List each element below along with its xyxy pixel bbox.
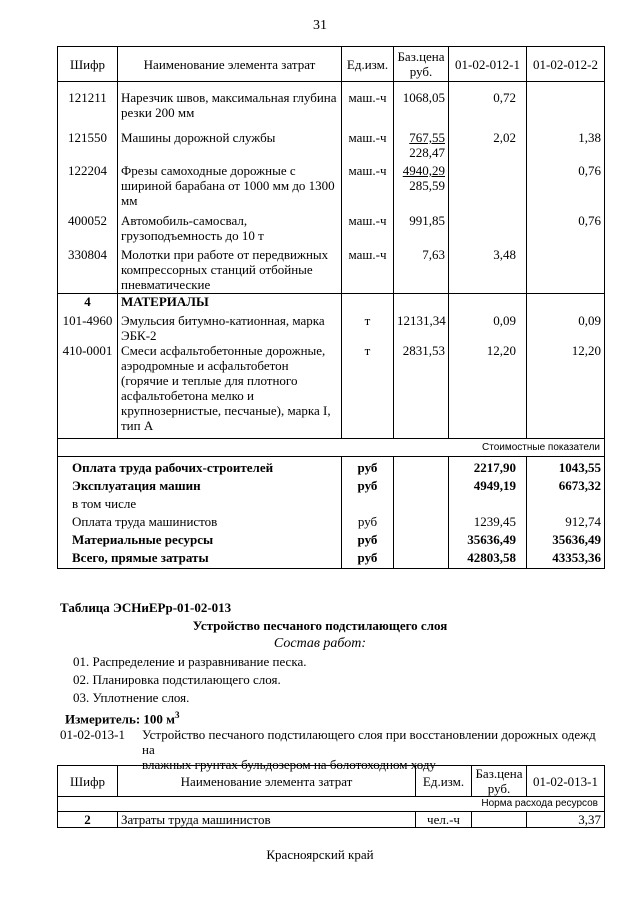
header-name: Наименование элемента затрат xyxy=(118,766,416,797)
row-code: 122204 xyxy=(58,160,118,213)
row-value-1: 3,37 xyxy=(527,812,605,828)
row-value-1 xyxy=(449,160,527,213)
total-row xyxy=(58,478,605,496)
table-row xyxy=(58,213,605,247)
row-value-2: 0,76 xyxy=(527,213,605,247)
total-value-1: 2217,90 xyxy=(449,456,527,478)
row-value-1: 3,48 xyxy=(449,247,527,293)
table-row xyxy=(58,343,605,438)
item-text-line-2: влажных грунтах бульдозером на болотоходном ходу xyxy=(142,757,436,772)
row-value-2: 12,20 xyxy=(527,343,605,438)
total-value-1: 4949,19 xyxy=(449,478,527,496)
header-unit: Ед.изм. xyxy=(416,766,472,797)
row-unit: чел.-ч xyxy=(416,812,472,828)
work-item: 01. Распределение и разравнивание песка. xyxy=(73,654,307,669)
row-code: 121211 xyxy=(58,90,118,130)
row-price xyxy=(472,812,527,828)
section-row xyxy=(58,293,605,311)
price-labor: 228,47 xyxy=(409,145,445,160)
total-row xyxy=(58,496,605,514)
row-value-1: 2,02 xyxy=(449,130,527,160)
measure-sup: 3 xyxy=(175,710,180,720)
table-title: Таблица ЭСНиЕРр-01-02-013 xyxy=(60,600,232,615)
row-price: 2831,53 xyxy=(394,343,449,438)
row-value-2: 0,76 xyxy=(527,160,605,213)
price-base: 767,55 xyxy=(409,130,445,145)
row-name: Затраты труда машинистов xyxy=(118,812,416,828)
table-row xyxy=(58,311,605,343)
row-unit: т xyxy=(342,343,394,438)
spacer-row xyxy=(58,82,605,91)
row-price: 1068,05 xyxy=(394,90,449,130)
work-item: 02. Планировка подстилающего слоя. xyxy=(73,672,281,687)
item-text-line-1: Устройство песчаного подстилающего слоя при восстановлении дорожных одежд на xyxy=(142,727,596,757)
row-name: Фрезы самоходные дорожные с шириной барабана от 1000 мм до 1300 мм xyxy=(118,160,342,213)
total-value-2: 43353,36 xyxy=(527,550,605,569)
header-col-1: 01-02-012-1 xyxy=(449,47,527,82)
total-row xyxy=(58,532,605,550)
row-price xyxy=(394,160,449,213)
row-value-1: 0,09 xyxy=(449,311,527,343)
row-unit: маш.-ч xyxy=(342,213,394,247)
table-row xyxy=(58,160,605,213)
price-labor: 285,59 xyxy=(409,178,445,193)
row-price: 12131,34 xyxy=(394,311,449,343)
measure xyxy=(65,708,180,726)
price-base: 4940,29 xyxy=(402,163,445,178)
total-value-2: 912,74 xyxy=(527,514,605,532)
total-row xyxy=(58,550,605,569)
row-value-1: 0,72 xyxy=(449,90,527,130)
resource-table-01-02-013 xyxy=(57,765,605,828)
row-value-2 xyxy=(527,247,605,293)
row-unit: маш.-ч xyxy=(342,90,394,130)
total-name: в том числе xyxy=(58,496,342,514)
row-code: 121550 xyxy=(58,130,118,160)
table-row xyxy=(58,130,605,160)
row-price xyxy=(394,130,449,160)
row-name: Эмульсия битумно-катионная, марка ЭБК-2 xyxy=(118,311,342,343)
row-code: 410-0001 xyxy=(58,343,118,438)
row-price: 991,85 xyxy=(394,213,449,247)
row-unit: маш.-ч xyxy=(342,160,394,213)
table-row xyxy=(58,247,605,293)
row-name: Автомобиль-самосвал, грузоподъемность до 10 т xyxy=(118,213,342,247)
row-value-2 xyxy=(527,90,605,130)
row-unit: маш.-ч xyxy=(342,130,394,160)
header-code: Шифр xyxy=(58,47,118,82)
total-value-1: 42803,58 xyxy=(449,550,527,569)
total-value-2: 6673,32 xyxy=(527,478,605,496)
row-value-2: 0,09 xyxy=(527,311,605,343)
header-col-2: 01-02-012-2 xyxy=(527,47,605,82)
row-code: 330804 xyxy=(58,247,118,293)
row-code: 2 xyxy=(58,812,118,828)
total-name: Оплата труда рабочих-строителей xyxy=(58,456,342,478)
table-header-row xyxy=(58,766,605,797)
total-unit: руб xyxy=(342,456,394,478)
row-price: 7,63 xyxy=(394,247,449,293)
row-name: Машины дорожной службы xyxy=(118,130,342,160)
total-name: Материальные ресурсы xyxy=(58,532,342,550)
total-unit: руб xyxy=(342,532,394,550)
page-number: 31 xyxy=(313,18,327,33)
table-header-row xyxy=(58,47,605,82)
header-price: Баз.цена руб. xyxy=(394,47,449,82)
row-value-2: 1,38 xyxy=(527,130,605,160)
norma-row xyxy=(58,797,605,812)
section-subtitle: Устройство песчаного подстилающего слоя xyxy=(192,618,448,633)
total-unit: руб xyxy=(342,478,394,496)
header-unit: Ед.изм. xyxy=(342,47,394,82)
total-row xyxy=(58,514,605,532)
table-row xyxy=(58,812,605,828)
total-value-2: 1043,55 xyxy=(527,456,605,478)
total-unit: руб xyxy=(342,550,394,569)
row-unit: т xyxy=(342,311,394,343)
total-value-2: 35636,49 xyxy=(527,532,605,550)
row-value-1 xyxy=(449,213,527,247)
works-title: Состав работ: xyxy=(273,636,367,651)
row-name: Смеси асфальтобетонные дорожные, аэродромные и асфальтобетон (горячие и теплые для плотного асфальтобетона мелко и крупнозернистые, песчаные), марка I, тип А xyxy=(118,343,342,438)
header-col-1: 01-02-013-1 xyxy=(527,766,605,797)
row-value-1: 12,20 xyxy=(449,343,527,438)
total-name: Всего, прямые затраты xyxy=(58,550,342,569)
row-name: Молотки при работе от передвижных компрессорных станций отбойные пневматические xyxy=(118,247,342,293)
cost-indicators-row xyxy=(58,438,605,456)
total-name: Эксплуатация машин xyxy=(58,478,342,496)
header-price: Баз.цена руб. xyxy=(472,766,527,797)
total-unit: руб xyxy=(342,514,394,532)
measure-label: Измеритель: 100 м xyxy=(65,711,176,727)
section-title: МАТЕРИАЛЫ xyxy=(118,293,342,311)
total-value-1: 1239,45 xyxy=(449,514,527,532)
total-name: Оплата труда машинистов xyxy=(58,514,342,532)
row-unit: маш.-ч xyxy=(342,247,394,293)
table-row xyxy=(58,90,605,130)
section-number: 4 xyxy=(58,293,118,311)
cost-indicators-label: Стоимостные показатели xyxy=(58,438,605,456)
total-value-1: 35636,49 xyxy=(449,532,527,550)
norma-label: Норма расхода ресурсов xyxy=(58,797,605,812)
item-code: 01-02-013-1 xyxy=(60,727,125,742)
row-name: Нарезчик швов, максимальная глубина резки 200 мм xyxy=(118,90,342,130)
row-code: 400052 xyxy=(58,213,118,247)
total-row xyxy=(58,456,605,478)
work-item: 03. Уплотнение слоя. xyxy=(73,690,190,705)
row-code: 101-4960 xyxy=(58,311,118,343)
footer-region: Красноярский край xyxy=(266,847,374,862)
header-code: Шифр xyxy=(58,766,118,797)
resource-table-01-02-012 xyxy=(57,46,605,569)
header-name: Наименование элемента затрат xyxy=(118,47,342,82)
